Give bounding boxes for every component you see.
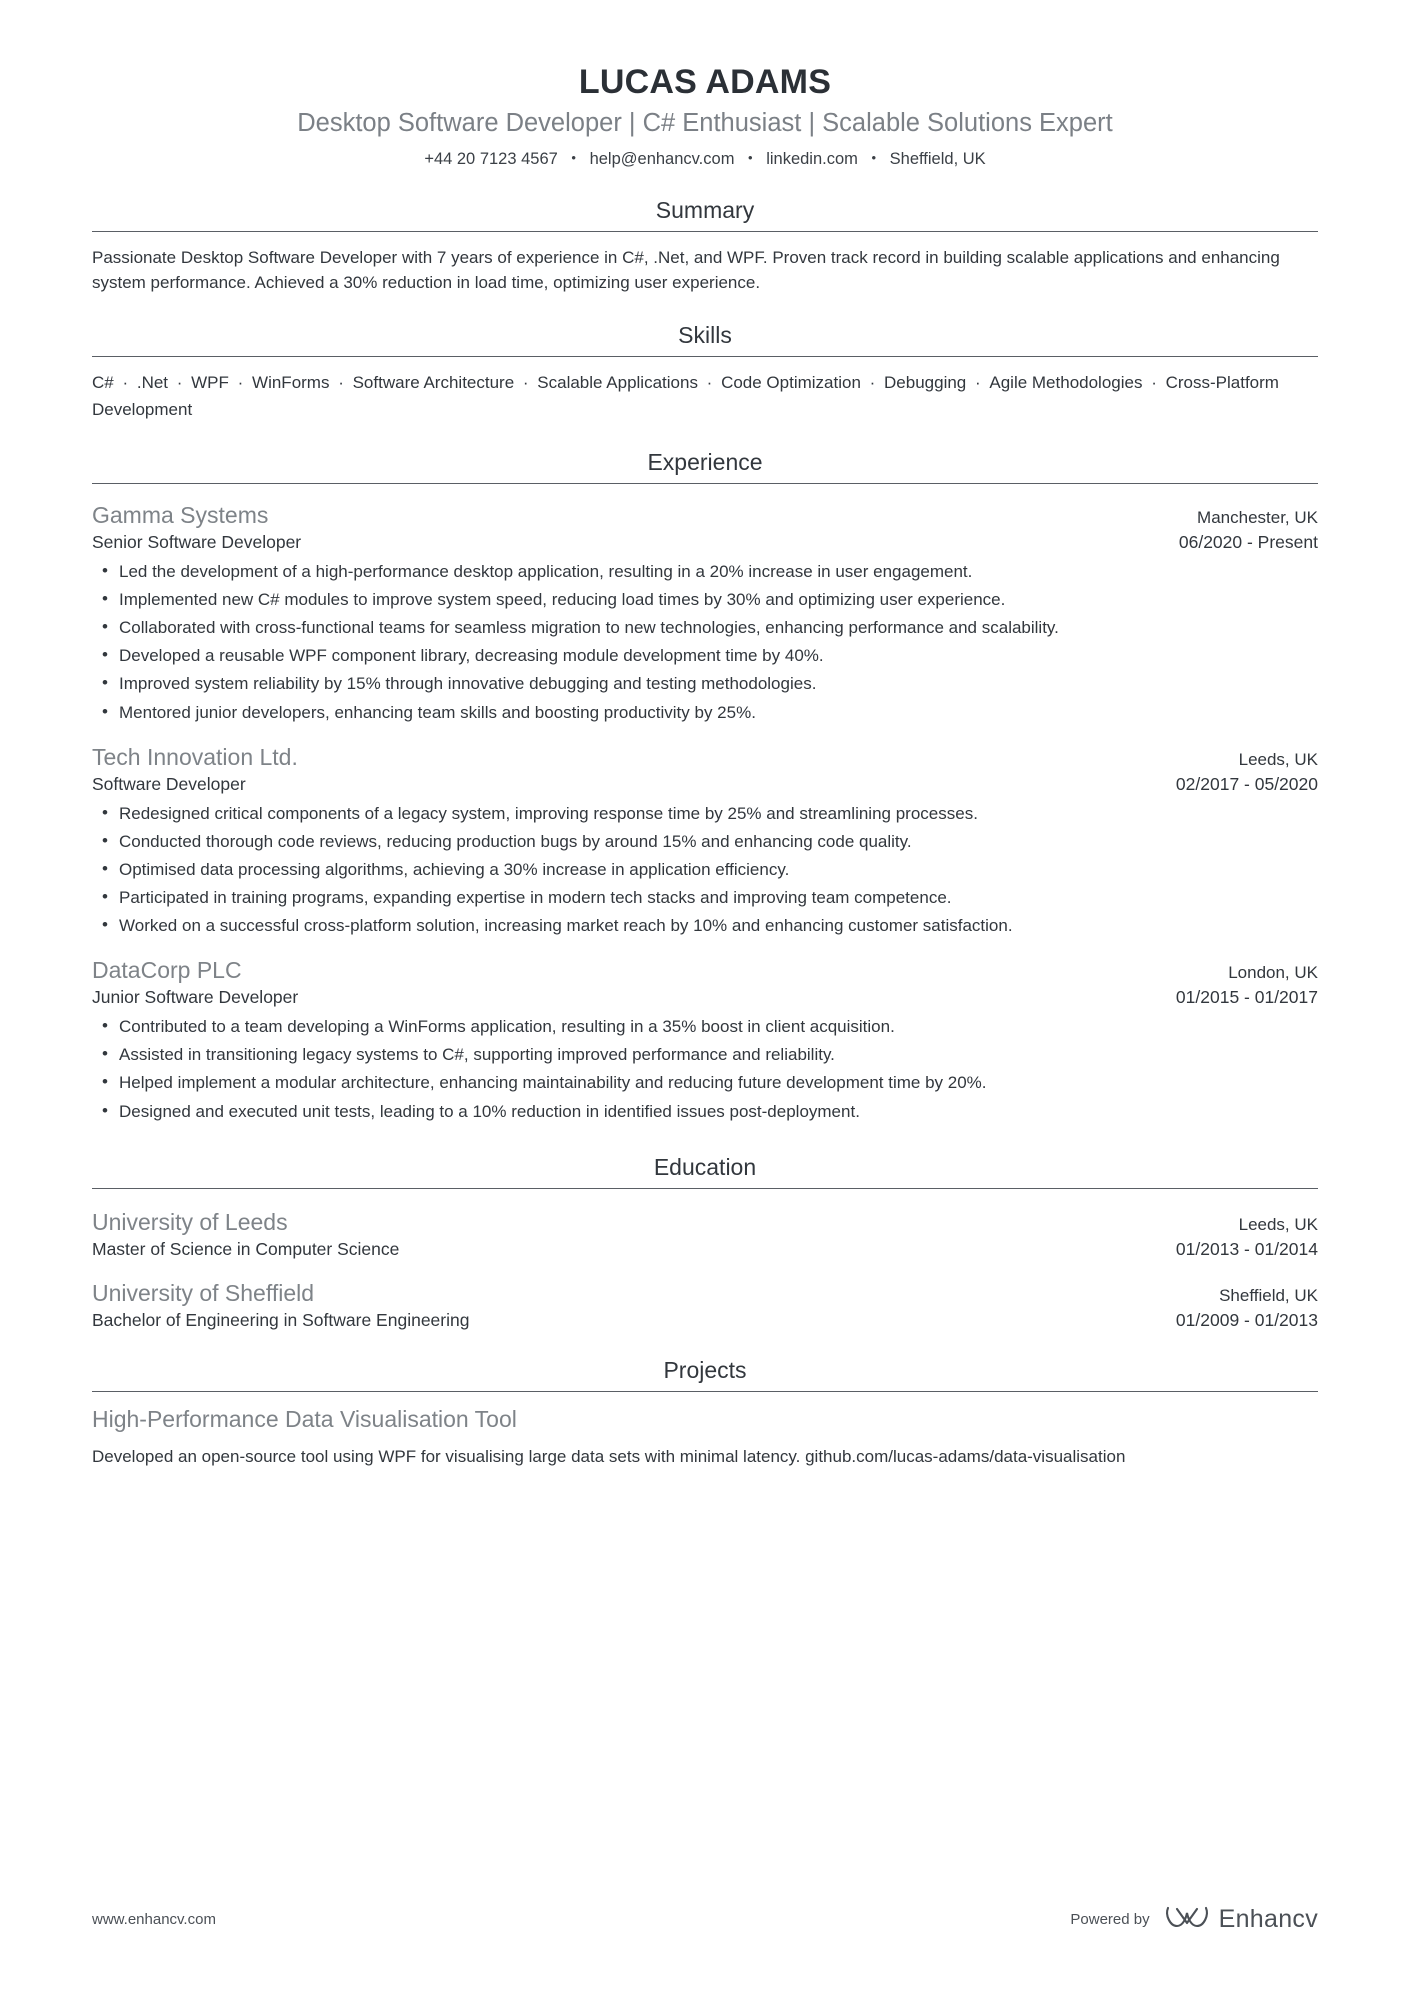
education-entry [92,1279,1318,1331]
degree-name: Master of Science in Computer Science [92,1238,400,1259]
degree-dates: 01/2009 - 01/2013 [1175,1309,1318,1330]
school-location: Sheffield, UK [1219,1285,1318,1305]
section-title-experience: Experience [647,448,763,475]
skill-separator-icon: · [518,373,534,393]
achievement-list [92,802,1318,943]
enhancv-logo-icon [1164,1902,1210,1937]
entry-header-row [92,1279,1318,1309]
skill-item: Code Optimization [721,373,861,393]
achievement-item: • Worked on a successful cross-platform solution, increasing market reach by 10% and enhancing customer satisfaction. [119,914,1318,942]
entry-subheader-row [92,1310,1318,1331]
job-title: Senior Software Developer [92,531,302,552]
section-experience [92,449,1318,1128]
footer-url[interactable]: www.enhancv.com [92,1911,216,1928]
skill-separator-icon: · [232,373,249,393]
achievement-item: • Participated in training programs, expanding expertise in modern tech stacks and improving team competence. [119,886,1318,914]
project-description: Developed an open-source tool using WPF for visualising large data sets with minimal latency. github.com/lucas-adams/data-visualisation [92,1447,1126,1467]
entry-subheader-row [92,1239,1318,1260]
education-entry [92,1208,1318,1260]
powered-by-block [1070,1902,1318,1937]
skill-separator-icon: · [970,373,986,393]
entry-subheader-row [92,532,1318,553]
section-title-education: Education [653,1153,757,1180]
section-title-projects: Projects [663,1356,747,1383]
contact-email[interactable]: help@enhancv.com [589,149,735,168]
school-name: University of Sheffield [92,1279,315,1306]
enhancv-brand [1164,1902,1318,1937]
contact-line [92,148,1318,171]
job-dates: 02/2017 - 05/2020 [1175,773,1318,794]
degree-dates: 01/2013 - 01/2014 [1175,1238,1318,1259]
achievement-item: • Designed and executed unit tests, leading to a 10% reduction in identified issues post-deployment. [119,1100,1318,1128]
achievement-item: • Mentored junior developers, enhancing team skills and boosting productivity by 25%. [119,701,1318,729]
education-entries [92,1189,1318,1331]
contact-separator-icon: • [571,149,576,165]
section-education [92,1154,1318,1331]
section-title-skills: Skills [678,322,732,349]
achievement-list [92,1015,1318,1128]
skill-separator-icon: · [701,373,718,393]
achievement-item: • Developed a reusable WPF component library, decreasing module development time by 40%. [119,644,1318,672]
entry-subheader-row [92,987,1318,1008]
skill-separator-icon: · [864,373,881,393]
section-skills [92,322,1318,423]
section-title-summary: Summary [655,196,755,223]
skill-item: Cross-Platform Development [92,373,1279,419]
achievement-list [92,560,1318,729]
achievement-item: • Implemented new C# modules to improve system speed, reducing load times by 30% and optimizing user experience. [119,588,1318,616]
section-summary [92,197,1318,297]
skill-separator-icon: · [1146,373,1162,393]
project-entry [92,1405,1318,1470]
experience-entry [92,501,1318,729]
contact-separator-icon: • [871,149,877,165]
experience-entries [92,484,1318,1128]
resume-header [92,62,1318,171]
page-footer [92,1902,1318,1937]
skill-item: Agile Methodologies [989,373,1143,393]
school-location: Leeds, UK [1238,1214,1318,1234]
achievement-item: • Optimised data processing algorithms, achieving a 30% increase in application efficiency. [119,858,1318,886]
entry-header-row [92,501,1318,531]
skill-item: WPF [191,373,229,393]
skill-item: C# [92,373,114,393]
skill-item: Debugging [884,373,967,393]
employer-name: Gamma Systems [92,501,269,528]
skill-item: Software Architecture [352,373,515,393]
contact-linkedin[interactable]: linkedin.com [766,149,858,168]
job-title: Junior Software Developer [92,987,299,1008]
degree-name: Bachelor of Engineering in Software Engineering [92,1309,470,1330]
enhancv-wordmark: Enhancv [1218,1905,1318,1933]
skill-item: WinForms [252,373,330,393]
achievement-item: • Assisted in transitioning legacy systems to C#, supporting improved performance and reliability. [119,1043,1318,1071]
achievement-item: • Contributed to a team developing a WinForms application, resulting in a 35% boost in client acquisition. [119,1015,1318,1043]
achievement-item: • Conducted thorough code reviews, reducing production bugs by around 15% and enhancing code quality. [119,830,1318,858]
skill-item: Scalable Applications [537,373,698,393]
experience-entry [92,743,1318,943]
employer-name: DataCorp PLC [92,957,242,984]
employer-location: Manchester, UK [1197,507,1318,527]
achievement-item: • Helped implement a modular architecture, enhancing maintainability and reducing future development time by 20%. [119,1071,1318,1099]
skills-list [92,370,1318,423]
achievement-item: • Redesigned critical components of a legacy system, improving response time by 25% and streamlining processes. [119,802,1318,830]
skill-separator-icon: · [117,373,133,393]
employer-name: Tech Innovation Ltd. [92,743,298,770]
employer-location: London, UK [1228,963,1318,983]
employer-location: Leeds, UK [1238,749,1318,769]
powered-by-label: Powered by [1070,1911,1150,1928]
summary-text: Passionate Desktop Software Developer with 7 years of experience in C#, .Net, and WPF. Proven track record in building scalable applications and enhancing system performance. Achieved a 30% reduction in load time, optimizing user experience. [92,247,1280,293]
experience-entry [92,956,1318,1127]
entry-subheader-row [92,774,1318,795]
skill-item: .Net [136,373,169,393]
achievement-item: • Collaborated with cross-functional teams for seamless migration to new technologies, enhancing performance and scalability. [119,616,1318,644]
achievement-item: • Led the development of a high-performance desktop application, resulting in a 20% increase in user engagement. [119,560,1318,588]
school-name: University of Leeds [92,1208,288,1235]
section-projects [92,1357,1318,1470]
candidate-headline: Desktop Software Developer | C# Enthusiast | Scalable Solutions Expert [297,109,1113,138]
project-entries [92,1392,1318,1470]
skill-separator-icon: · [333,373,349,393]
job-title: Software Developer [92,773,246,794]
contact-location: Sheffield, UK [889,149,986,168]
achievement-item: • Improved system reliability by 15% through innovative debugging and testing methodologies. [119,672,1318,700]
contact-phone: +44 20 7123 4567 [424,149,558,168]
contact-separator-icon: • [748,149,753,165]
job-dates: 01/2015 - 01/2017 [1175,987,1318,1008]
entry-header-row [92,956,1318,986]
skill-separator-icon: · [172,373,188,393]
entry-header-row [92,743,1318,773]
project-name: High-Performance Data Visualisation Tool [92,1405,517,1432]
job-dates: 06/2020 - Present [1178,531,1318,552]
entry-header-row [92,1208,1318,1238]
candidate-name: LUCAS ADAMS [578,63,832,101]
